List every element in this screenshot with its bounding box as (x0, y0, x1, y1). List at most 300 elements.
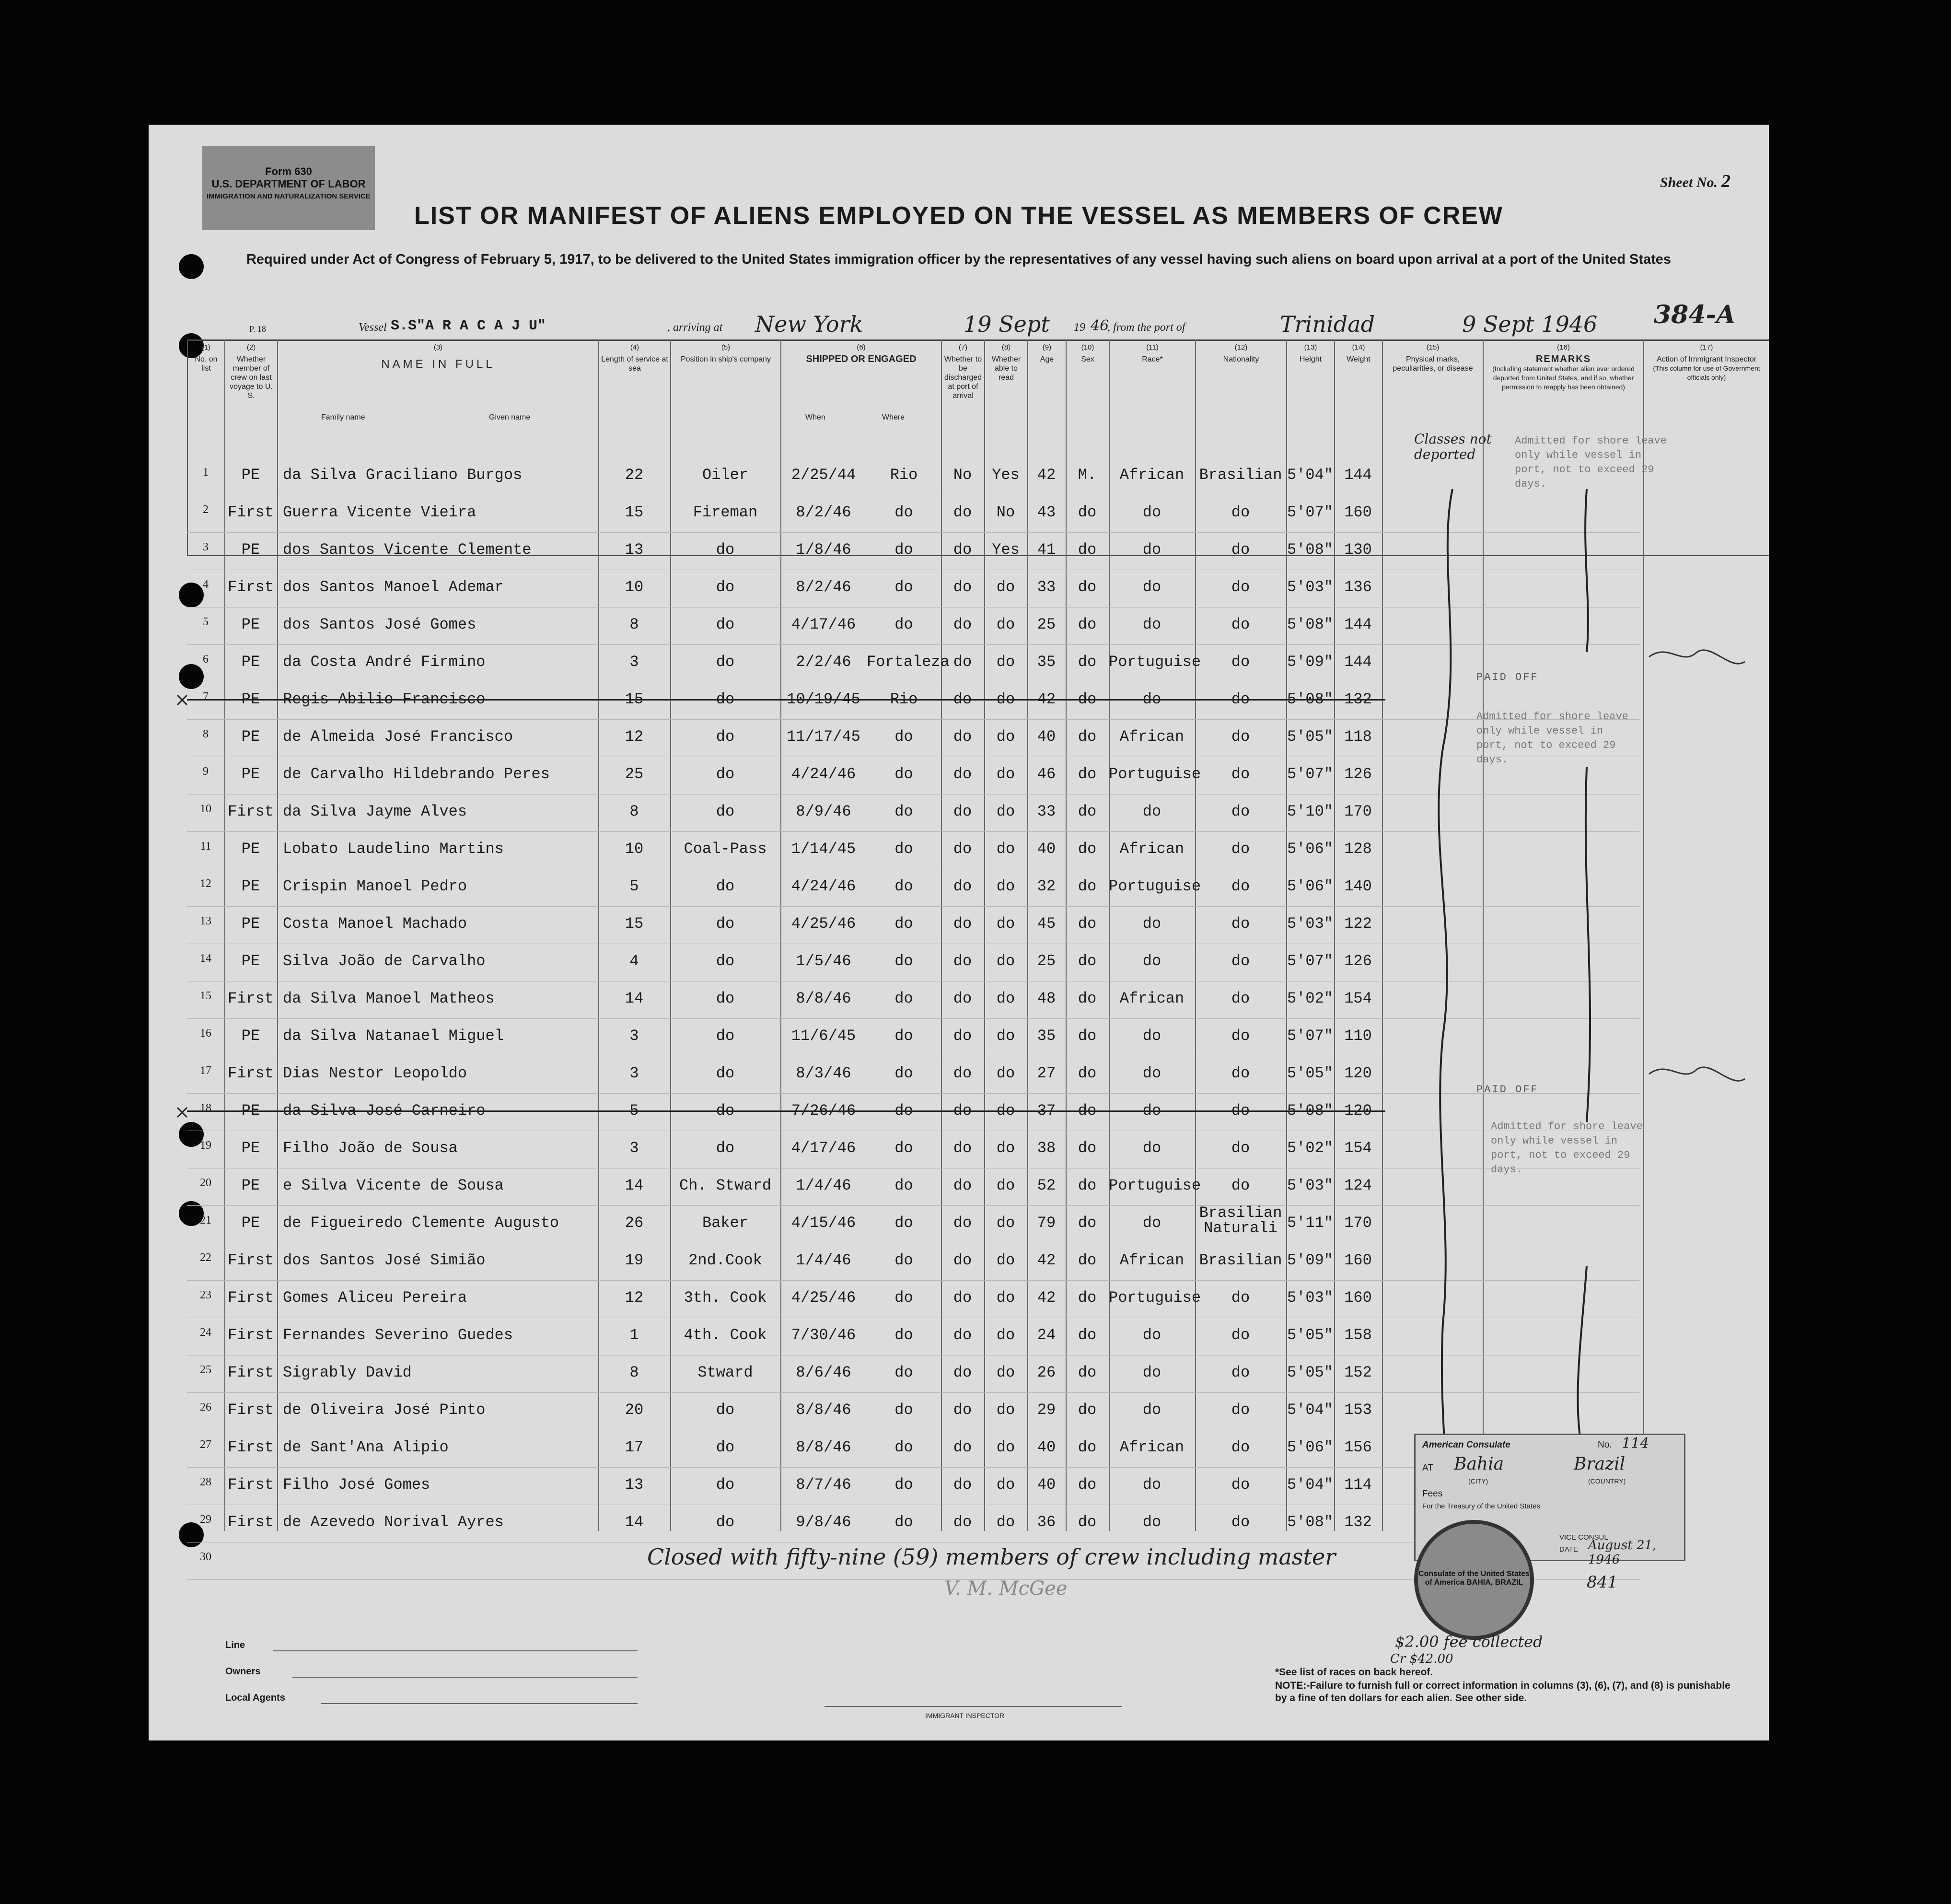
arrival-date: 19 Sept (964, 311, 1050, 337)
cell-nat: do (1231, 541, 1250, 559)
cell-service: 14 (625, 990, 644, 1007)
cell-nat: do (1231, 1476, 1250, 1494)
cell-when: 1/5/46 (796, 952, 851, 970)
cell-when: 8/8/46 (796, 1438, 851, 1456)
cell-disch: do (953, 1289, 972, 1307)
cell-position: 2nd.Cook (688, 1251, 762, 1269)
cell-disch: do (953, 541, 972, 559)
sheet-label: Sheet No. (1660, 175, 1718, 190)
vessel-label: Vessel (359, 321, 387, 334)
vice-consul-label: VICE CONSUL (1559, 1533, 1608, 1542)
cell-height: 5'05" (1287, 1064, 1333, 1082)
cell-when: 9/8/46 (796, 1513, 851, 1531)
table-row (187, 719, 1639, 757)
cell-height: 5'06" (1287, 877, 1333, 895)
cell-name: Silva João de Carvalho (283, 952, 486, 970)
cell-height: 5'10" (1287, 803, 1333, 820)
cell-race: do (1142, 616, 1161, 633)
cell-race: do (1142, 915, 1161, 933)
cell-when: 8/2/46 (796, 503, 851, 521)
from-date: 9 Sept 1946 (1462, 311, 1598, 337)
cell-service: 12 (625, 1289, 644, 1307)
cell-read: do (996, 1139, 1015, 1157)
races-note: *See list of races on back hereof. (1275, 1667, 1433, 1678)
cell-age: 41 (1037, 541, 1056, 559)
cell-height: 5'04" (1287, 1401, 1333, 1419)
consul-country: Brazil (1574, 1454, 1626, 1474)
inspector-signature: V. M. McGee (944, 1577, 1068, 1600)
cell-name: dos Santos José Gomes (283, 616, 476, 633)
cell-where: do (894, 1401, 913, 1419)
cell-race: do (1142, 803, 1161, 820)
cell-no: 12 (200, 877, 211, 890)
cell-age: 33 (1037, 578, 1056, 596)
cell-no: 7 (203, 690, 209, 703)
footer-note: NOTE:-Failure to furnish full or correct information in columns (3), (6), (7), and (8) is punishable by a fine of ten dollars for each alien. See other side. (1275, 1680, 1730, 1704)
crew-table-body (187, 457, 1639, 1575)
table-row (187, 1056, 1639, 1094)
cell-disch: do (953, 1064, 972, 1082)
cell-weight: 170 (1344, 1214, 1372, 1232)
cell-service: 3 (629, 1064, 639, 1082)
cell-name: Gomes Aliceu Pereira (283, 1289, 467, 1307)
cell-service: 8 (629, 1364, 639, 1381)
from-port: Trinidad (1280, 311, 1375, 337)
cell-position: do (716, 1102, 735, 1120)
cell-disch: do (953, 728, 972, 746)
strike-mark (177, 695, 187, 705)
cell-name: de Sant'Ana Alipio (283, 1438, 449, 1456)
cell-height: 5'06" (1287, 1438, 1333, 1456)
strike-mark (177, 1108, 187, 1117)
cell-name: Lobato Laudelino Martins (283, 840, 504, 858)
cell-no: 30 (200, 1551, 211, 1563)
cell-where: do (894, 1251, 913, 1269)
cell-disch: do (953, 840, 972, 858)
cell-age: 40 (1037, 1438, 1056, 1456)
service-number: 841 (1587, 1573, 1618, 1592)
cell-voyage: First (227, 990, 274, 1007)
header-col-13: (13) Height (1286, 341, 1334, 555)
cell-disch: do (953, 877, 972, 895)
table-row (187, 981, 1639, 1019)
cell-weight: 136 (1344, 578, 1372, 596)
cell-age: 46 (1037, 765, 1056, 783)
cell-weight: 144 (1344, 466, 1372, 484)
cell-age: 45 (1037, 915, 1056, 933)
cell-name: dos Santos José Simião (283, 1251, 486, 1269)
cell-voyage: PE (241, 1177, 260, 1194)
cell-position: do (716, 1476, 735, 1494)
cell-where: do (894, 1064, 913, 1082)
cell-height: 5'09" (1287, 653, 1333, 671)
vessel-line (149, 300, 1769, 338)
cell-age: 42 (1037, 1251, 1056, 1269)
cell-read: do (996, 578, 1015, 596)
cell-service: 15 (625, 690, 644, 708)
cell-disch: do (953, 1251, 972, 1269)
table-row (187, 794, 1639, 832)
cell-height: 5'07" (1287, 765, 1333, 783)
table-row (187, 1018, 1639, 1056)
cell-age: 37 (1037, 1102, 1056, 1120)
cell-sex: do (1078, 578, 1097, 596)
cell-name: da Costa André Firmino (283, 653, 486, 671)
cell-age: 36 (1037, 1513, 1056, 1531)
cell-read: do (996, 690, 1015, 708)
cell-read: do (996, 1214, 1015, 1232)
cell-age: 42 (1037, 690, 1056, 708)
cell-weight: 153 (1344, 1401, 1372, 1419)
cell-position: Stward (697, 1364, 753, 1381)
header-col-4: (4) Length of service at sea (598, 341, 670, 555)
cell-voyage: First (227, 1064, 274, 1082)
cell-weight: 126 (1344, 952, 1372, 970)
cell-age: 33 (1037, 803, 1056, 820)
cell-service: 12 (625, 728, 644, 746)
cell-weight: 120 (1344, 1064, 1372, 1082)
cell-height: 5'02" (1287, 990, 1333, 1007)
cell-position: do (716, 690, 735, 708)
cell-weight: 140 (1344, 877, 1372, 895)
cell-sex: do (1078, 1401, 1097, 1419)
cell-race: Portuguise (1109, 1177, 1201, 1194)
cell-no: 4 (203, 578, 209, 591)
cell-where: do (894, 803, 913, 820)
cell-sex: do (1078, 1364, 1097, 1381)
cell-sex: do (1078, 616, 1097, 633)
cell-where: do (894, 1214, 913, 1232)
paid-off-stamp: PAID OFF (1476, 1084, 1539, 1096)
cell-position: do (716, 1438, 735, 1456)
cell-nat: do (1231, 1027, 1250, 1045)
year-prefix: 19 (1074, 321, 1085, 334)
cell-race: African (1119, 840, 1185, 858)
consul-no-label: No. (1598, 1440, 1612, 1450)
cell-voyage: First (227, 1364, 274, 1381)
cell-where: do (894, 616, 913, 633)
cell-race: Portuguise (1109, 877, 1201, 895)
cell-name: de Almeida José Francisco (283, 728, 513, 746)
cell-nat: do (1231, 1177, 1250, 1194)
cell-sex: do (1078, 1102, 1097, 1120)
cell-nat: do (1231, 1064, 1250, 1082)
cell-sex: do (1078, 1438, 1097, 1456)
vessel-name: S.S"A R A C A J U" (391, 318, 546, 334)
cell-where: do (894, 1289, 913, 1307)
cell-voyage: First (227, 1251, 274, 1269)
cell-position: do (716, 952, 735, 970)
table-row (187, 906, 1639, 944)
cell-position: do (716, 1139, 735, 1157)
cell-race: do (1142, 1476, 1161, 1494)
cell-where: do (894, 877, 913, 895)
cell-read: do (996, 728, 1015, 746)
line-label: Line (225, 1640, 245, 1650)
table-row (187, 607, 1639, 645)
cell-voyage: PE (241, 877, 260, 895)
cell-name: e Silva Vicente de Sousa (283, 1177, 504, 1194)
cell-race: do (1142, 541, 1161, 559)
cell-voyage: PE (241, 1214, 260, 1232)
year-suffix: 46 (1091, 317, 1109, 334)
cell-race: African (1119, 728, 1185, 746)
shore-leave-remark: Admitted for shore leave only while vessel in port, not to exceed 29 days. (1491, 1121, 1643, 1176)
cell-read: do (996, 616, 1015, 633)
cell-read: do (996, 1476, 1015, 1494)
cell-sex: do (1078, 1476, 1097, 1494)
cell-where: do (894, 952, 913, 970)
cell-where: Fortaleza (867, 653, 950, 671)
cell-sex: do (1078, 915, 1097, 933)
cell-when: 10/19/45 (787, 690, 860, 708)
cell-position: do (716, 1401, 735, 1419)
cell-service: 17 (625, 1438, 644, 1456)
consul-date: August 21, 1946 (1588, 1538, 1657, 1567)
cell-no: 21 (200, 1214, 211, 1227)
cell-height: 5'03" (1287, 1177, 1333, 1194)
cell-voyage: First (227, 1326, 274, 1344)
cell-where: do (894, 1364, 913, 1381)
cell-race: do (1142, 1364, 1161, 1381)
cell-disch: No (953, 466, 972, 484)
cell-service: 13 (625, 541, 644, 559)
cell-race: do (1142, 952, 1161, 970)
header-col-1: (1) No. on list (187, 341, 224, 555)
cell-name: de Azevedo Norival Ayres (283, 1513, 504, 1531)
cell-race: do (1142, 1102, 1161, 1120)
cell-disch: do (953, 1513, 972, 1531)
cell-position: do (716, 1027, 735, 1045)
cell-nat: do (1231, 728, 1250, 746)
cell-where: do (894, 541, 913, 559)
cell-where: do (894, 1326, 913, 1344)
cell-nat: do (1231, 503, 1250, 521)
strike-through-line (187, 1110, 1385, 1112)
cell-age: 24 (1037, 1326, 1056, 1344)
cell-height: 5'05" (1287, 1326, 1333, 1344)
cell-name: Filho José Gomes (283, 1476, 430, 1494)
cell-name: da Silva Jayme Alves (283, 803, 467, 820)
cell-no: 3 (203, 541, 209, 553)
cell-nat: Brasilian Naturali (1199, 1204, 1282, 1237)
cell-race: African (1119, 1438, 1185, 1456)
cell-voyage: PE (241, 1027, 260, 1045)
cell-service: 10 (625, 578, 644, 596)
cell-where: do (894, 915, 913, 933)
cell-sex: do (1078, 1027, 1097, 1045)
cell-no: 20 (200, 1177, 211, 1189)
cell-where: do (894, 1027, 913, 1045)
cell-name: da Silva José Carneiro (283, 1102, 486, 1120)
table-row (187, 1280, 1639, 1318)
cell-sex: do (1078, 1139, 1097, 1157)
cell-voyage: First (227, 1289, 274, 1307)
cell-height: 5'08" (1287, 541, 1333, 559)
cell-read: do (996, 1177, 1015, 1194)
cell-weight: 144 (1344, 616, 1372, 633)
cell-position: Coal-Pass (684, 840, 767, 858)
cell-voyage: PE (241, 466, 260, 484)
cell-disch: do (953, 1364, 972, 1381)
cell-service: 15 (625, 915, 644, 933)
cell-weight: 156 (1344, 1438, 1372, 1456)
cell-where: Rio (890, 466, 918, 484)
cell-position: do (716, 728, 735, 746)
cell-nat: do (1231, 1326, 1250, 1344)
cell-when: 2/2/46 (796, 653, 851, 671)
cell-when: 7/26/46 (791, 1102, 856, 1120)
cell-read: No (996, 503, 1015, 521)
cell-position: do (716, 803, 735, 820)
service-label: IMMIGRATION AND NATURALIZATION SERVICE (207, 192, 371, 200)
cell-race: do (1142, 1401, 1161, 1419)
cell-read: do (996, 653, 1015, 671)
cell-age: 25 (1037, 616, 1056, 633)
cell-when: 8/6/46 (796, 1364, 851, 1381)
manifest-page (149, 125, 1769, 1740)
cell-disch: do (953, 990, 972, 1007)
header-col-15: (15) Physical marks, peculiarities, or disease (1382, 341, 1483, 555)
cell-disch: do (953, 765, 972, 783)
cell-name: Guerra Vicente Vieira (283, 503, 476, 521)
cell-service: 3 (629, 653, 639, 671)
cell-sex: do (1078, 1064, 1097, 1082)
cell-height: 5'08" (1287, 616, 1333, 633)
cell-age: 38 (1037, 1139, 1056, 1157)
cell-disch: do (953, 653, 972, 671)
cell-voyage: First (227, 503, 274, 521)
classes-not-deported-note: Classes not deported (1414, 431, 1492, 462)
cell-service: 4 (629, 952, 639, 970)
cell-no: 25 (200, 1364, 211, 1376)
header-col-6: (6) SHIPPED OR ENGAGED When Where (780, 341, 941, 555)
header-col-11: (11) Race* (1109, 341, 1195, 555)
cell-when: 1/8/46 (796, 541, 851, 559)
cell-when: 4/25/46 (791, 915, 856, 933)
local-agents-label: Local Agents (225, 1693, 285, 1703)
cell-disch: do (953, 1401, 972, 1419)
sheet-number (1660, 171, 1730, 192)
cell-weight: 170 (1344, 803, 1372, 820)
cell-no: 9 (203, 765, 209, 778)
treasury-note: For the Treasury of the United States (1422, 1502, 1540, 1510)
cell-disch: do (953, 503, 972, 521)
cell-voyage: PE (241, 690, 260, 708)
cell-service: 13 (625, 1476, 644, 1494)
cell-read: do (996, 990, 1015, 1007)
cell-service: 3 (629, 1139, 639, 1157)
cell-when: 8/9/46 (796, 803, 851, 820)
cell-name: Costa Manoel Machado (283, 915, 467, 933)
cell-when: 4/17/46 (791, 1139, 856, 1157)
cell-service: 15 (625, 503, 644, 521)
cell-disch: do (953, 952, 972, 970)
cell-disch: do (953, 1139, 972, 1157)
cell-name: Filho João de Sousa (283, 1139, 458, 1157)
date-label: DATE (1559, 1545, 1578, 1554)
cell-service: 22 (625, 466, 644, 484)
cell-position: do (716, 1513, 735, 1531)
cell-read: do (996, 1401, 1015, 1419)
header-col-14: (14) Weight (1334, 341, 1382, 555)
table-row (187, 1318, 1639, 1355)
cell-height: 5'09" (1287, 1251, 1333, 1269)
cell-no: 2 (203, 503, 209, 516)
table-row (187, 1093, 1639, 1131)
cell-when: 2/25/44 (791, 466, 856, 484)
cell-read: Yes (992, 466, 1020, 484)
header-col-5: (5) Position in ship's company (670, 341, 780, 555)
cell-weight: 132 (1344, 690, 1372, 708)
cell-position: Ch. Stward (679, 1177, 772, 1194)
cell-where: do (894, 1438, 913, 1456)
cell-voyage: First (227, 1476, 274, 1494)
cell-voyage: PE (241, 765, 260, 783)
cell-weight: 118 (1344, 728, 1372, 746)
cell-position: 3th. Cook (684, 1289, 767, 1307)
cell-no: 18 (200, 1102, 211, 1114)
cell-height: 5'07" (1287, 1027, 1333, 1045)
cell-when: 8/3/46 (796, 1064, 851, 1082)
cell-position: do (716, 616, 735, 633)
cell-weight: 110 (1344, 1027, 1372, 1045)
cell-height: 5'08" (1287, 1513, 1333, 1531)
cell-no: 1 (203, 466, 209, 479)
page-title: LIST OR MANIFEST OF ALIENS EMPLOYED ON THE VESSEL AS MEMBERS OF CREW (414, 202, 1503, 230)
table-row (187, 644, 1639, 682)
cell-where: do (894, 1102, 913, 1120)
cell-position: do (716, 915, 735, 933)
cell-name: Fernandes Severino Guedes (283, 1326, 513, 1344)
cell-when: 4/17/46 (791, 616, 856, 633)
city-caption: (CITY) (1468, 1477, 1488, 1485)
cell-age: 26 (1037, 1364, 1056, 1381)
inspector-initials (1649, 1067, 1745, 1081)
cell-where: do (894, 990, 913, 1007)
cell-no: 6 (203, 653, 209, 666)
cell-no: 22 (200, 1251, 211, 1264)
table-row (187, 1392, 1639, 1430)
header-col-12: (12) Nationality (1195, 341, 1286, 555)
cell-service: 8 (629, 616, 639, 633)
cell-sex: do (1078, 803, 1097, 820)
cell-disch: do (953, 1476, 972, 1494)
cell-where: do (894, 1177, 913, 1194)
cell-no: 5 (203, 616, 209, 628)
cell-where: do (894, 578, 913, 596)
cell-when: 4/15/46 (791, 1214, 856, 1232)
cell-no: 24 (200, 1326, 211, 1339)
cell-read: do (996, 840, 1015, 858)
cell-position: do (716, 877, 735, 895)
cell-age: 29 (1037, 1401, 1056, 1419)
cell-race: African (1119, 1251, 1185, 1269)
cell-name: Dias Nestor Leopoldo (283, 1064, 467, 1082)
cell-sex: do (1078, 840, 1097, 858)
cell-nat: do (1231, 952, 1250, 970)
cell-when: 1/14/45 (791, 840, 856, 858)
cell-nat: do (1231, 915, 1250, 933)
cell-when: 1/4/46 (796, 1251, 851, 1269)
cell-name: Sigrably David (283, 1364, 412, 1381)
cell-sex: do (1078, 690, 1097, 708)
table-row (187, 682, 1639, 720)
cell-voyage: PE (241, 653, 260, 671)
cell-race: do (1142, 690, 1161, 708)
header-col-2: (2) Whether member of crew on last voyage to U. S. (224, 341, 277, 555)
cell-position: Oiler (702, 466, 748, 484)
